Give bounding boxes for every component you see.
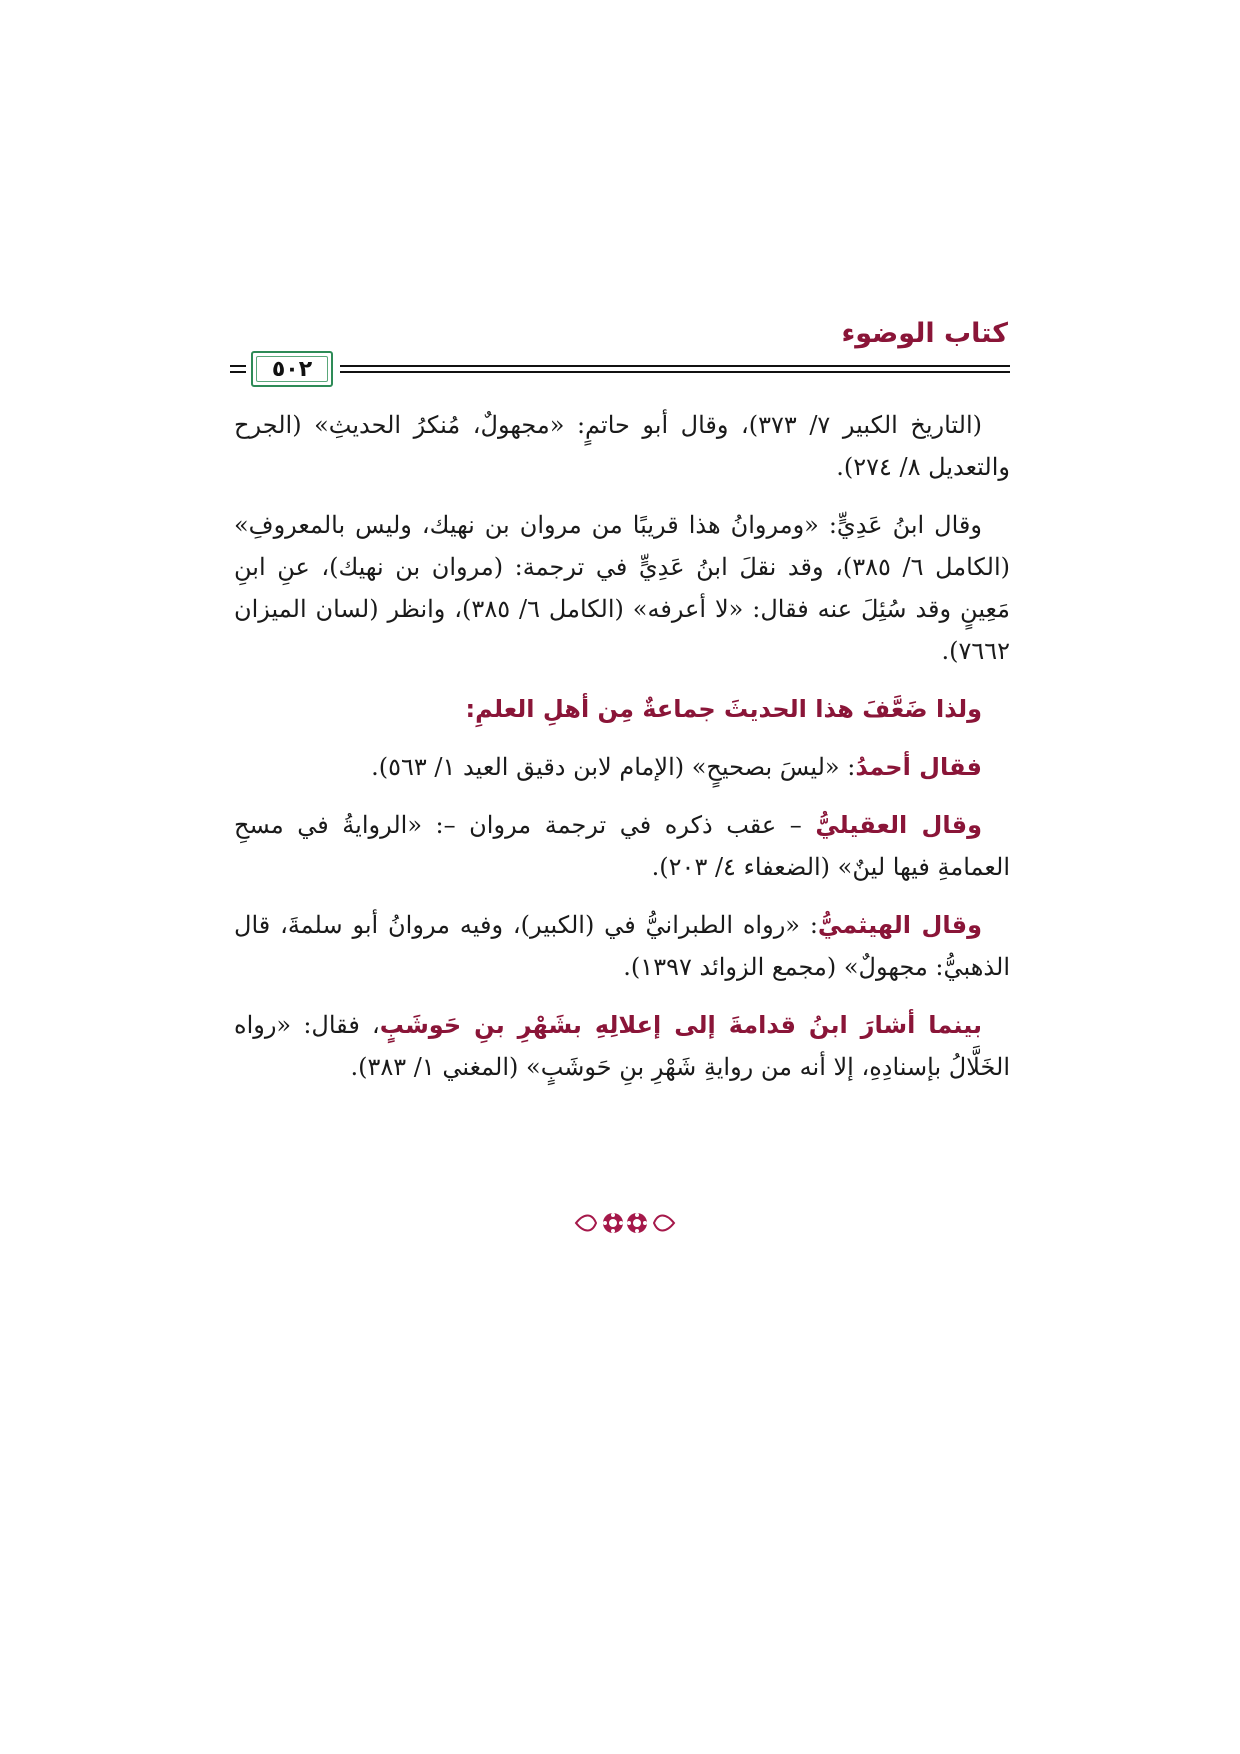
header-rule-short-bottom: [230, 371, 246, 373]
heading-text: ولذا ضَعَّفَ هذا الحديثَ جماعةٌ مِن أهلِ العلمِ:: [465, 695, 982, 723]
page-header: [230, 318, 1010, 388]
header-rule-bottom: [340, 371, 1010, 373]
highlight-lead: وقال الهيثميُّ: [817, 911, 982, 939]
highlight-lead: وقال العقيليُّ: [815, 811, 982, 839]
floral-divider-icon: [570, 1209, 680, 1237]
paragraph-haythami: [234, 904, 1010, 988]
page-number-badge: [251, 351, 333, 387]
book-title: كتاب الوضوء: [841, 318, 1008, 349]
paragraph-ibn-qudama: [234, 1004, 1010, 1088]
highlight-lead: فقال أحمدُ: [855, 753, 982, 781]
page-number: ٥٠٢: [271, 356, 313, 382]
paragraph-text: (التاريخ الكبير ٧/ ٣٧٣)، وقال أبو حاتمٍ: «مجهولٌ، مُنكرُ الحديثِ» (الجرح والتعديل ٨/ ٢٧٤).: [234, 411, 1010, 481]
paragraph-text: : «ليسَ بصحيحٍ» (الإمام لابن دقيق العيد ١/ ٥٦٣).: [371, 753, 856, 781]
paragraph-text: ، فقال: «رواه الخَلَّالُ بإسنادِهِ، إلا أنه من روايةِ شَهْرِ بنِ حَوشَبٍ» (المغني ١/ ٣٨٣).: [234, 1011, 1010, 1081]
header-rule-top: [340, 365, 1010, 367]
paragraph-text: : «رواه الطبرانيُّ في (الكبير)، وفيه مروانُ أبو سلمةَ، قال الذهبيُّ: مجهولٌ» (مجمع الزوائد ١٣٩٧).: [234, 911, 1010, 981]
main-text: [234, 404, 1010, 1104]
paragraph-2: [234, 504, 1010, 672]
highlight-lead: بينما أشارَ ابنُ قدامةَ إلى إعلالِهِ بشَهْرِ بنِ حَوشَبٍ: [379, 1011, 983, 1039]
section-heading: [234, 688, 1010, 730]
header-rule-short-top: [230, 365, 246, 367]
paragraph-text: وقال ابنُ عَدِيٍّ: «ومروانُ هذا قريبًا من مروان بن نهيك، وليس بالمعروفِ» (الكامل ٦/ ٣٨٥)، وقد نقلَ ابنُ عَدِيٍّ في ترجمة: (مروان بن نهيك)، عنِ ابنِ مَعِينٍ وقد سُئِلَ عنه فقال: «لا أعرفه» (الكامل ٦/ ٣٨٥)، وانظر (لسان الميزان ٧٦٦٢).: [234, 511, 1011, 665]
paragraph-1: [234, 404, 1010, 488]
paragraph-text: – عقب ذكره في ترجمة مروان –: «الروايةُ في مسحِ العمامةِ فيها لينٌ» (الضعفاء ٤/ ٢٠٣).: [234, 811, 1010, 881]
paragraph-uqayli: [234, 804, 1010, 888]
paragraph-ahmad: [234, 746, 1010, 788]
